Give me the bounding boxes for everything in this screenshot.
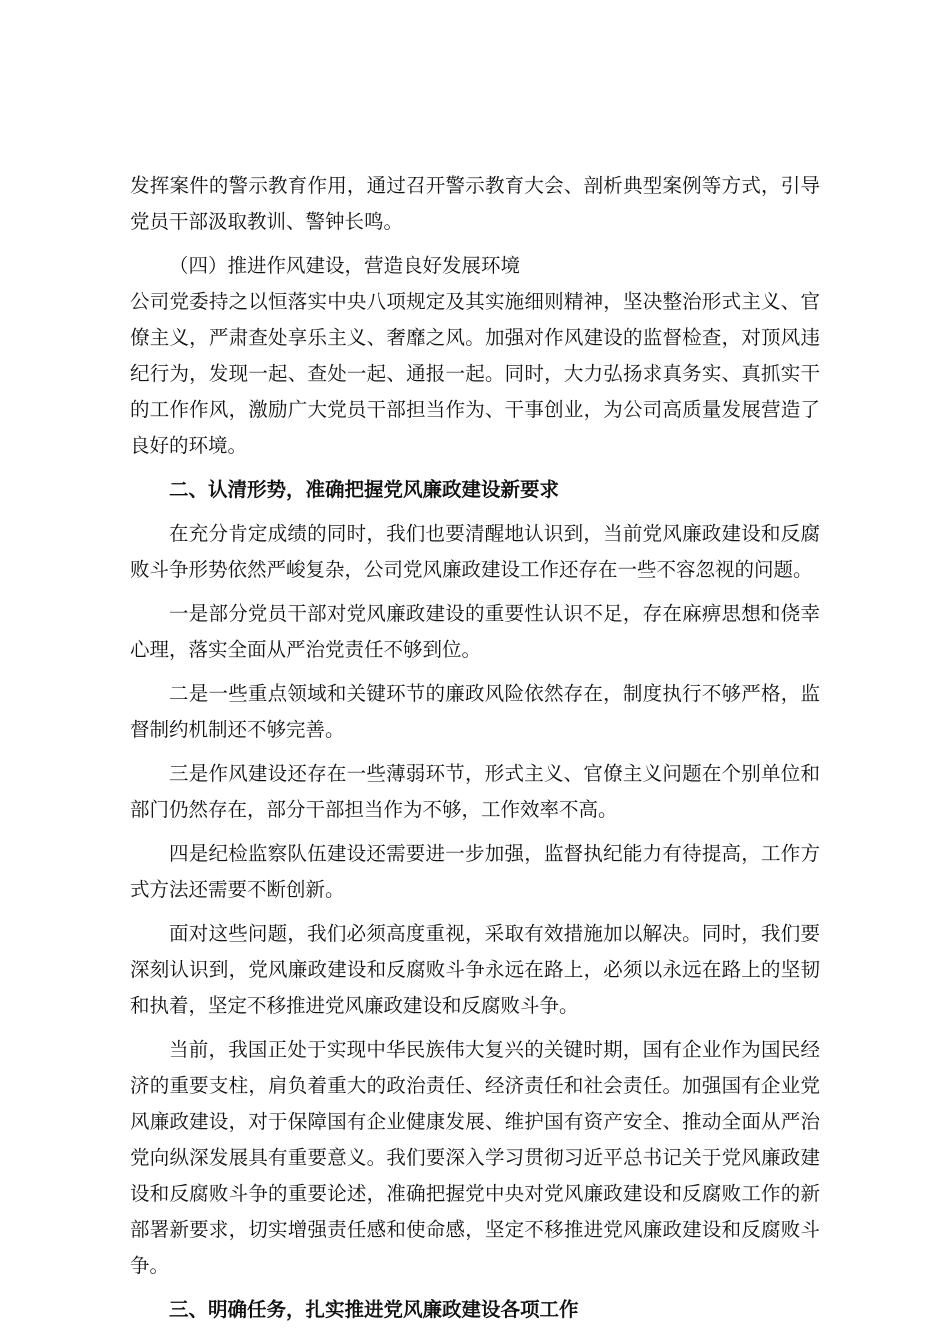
paragraph-problem-1: 一是部分党员干部对党风廉政建设的重要性认识不足，存在麻痹思想和侥幸心理，落实全面从严治党责任不够到位。	[130, 602, 820, 661]
paragraph-problem-4: 四是纪检监察队伍建设还需要进一步加强，监督执纪能力有待提高，工作方式方法还需要不断创新。	[130, 842, 820, 901]
paragraph-current-period: 当前，我国正处于实现中华民族伟大复兴的关键时期，国有企业作为国民经济的重要支柱，肩负着重大的政治责任、经济责任和社会责任。加强国有企业党风廉政建设，对于保障国有企业健康发展、维护国有资产安全、推动全面从严治党向纵深发展具有重要意义。我们要深入学习贯彻习近平总书记关于党风廉政建设和反腐败斗争的重要论述，准确把握党中央对党风廉政建设和反腐败工作的新部署新要求，切实增强责任感和使命感，坚定不移推进党风廉政建设和反腐败斗争。	[130, 1038, 820, 1277]
paragraph-situation: 在充分肯定成绩的同时，我们也要清醒地认识到，当前党风廉政建设和反腐败斗争形势依然严峻复杂，公司党风廉政建设工作还存在一些不容忽视的问题。	[130, 522, 820, 581]
paragraph-problem-3: 三是作风建设还存在一些薄弱环节，形式主义、官僚主义问题在个别单位和部门仍然存在，部分干部担当作为不够，工作效率不高。	[130, 762, 820, 821]
paragraph-problem-2: 二是一些重点领域和关键环节的廉政风险依然存在，制度执行不够严格，监督制约机制还不够完善。	[130, 682, 820, 741]
subheading-style-building: （四）推进作风建设，营造良好发展环境	[169, 254, 521, 277]
paragraph-response: 面对这些问题，我们必须高度重视，采取有效措施加以解决。同时，我们要深刻认识到，党风廉政建设和反腐败斗争永远在路上，必须以永远在路上的坚韧和执着，坚定不移推进党风廉政建设和反腐败斗争。	[130, 922, 820, 1017]
paragraph-warning-education: 发挥案件的警示教育作用，通过召开警示教育大会、剖析典型案例等方式，引导党员干部汲取教训、警钟长鸣。	[130, 174, 820, 233]
section-heading-2: 二、认清形势，准确把握党风廉政建设新要求	[169, 478, 560, 501]
section-heading-3: 三、明确任务，扎实推进党风廉政建设各项工作	[169, 1298, 579, 1321]
document-page	[130, 168, 820, 1336]
paragraph-eight-regulations: 公司党委持之以恒落实中央八项规定及其实施细则精神，坚决整治形式主义、官僚主义，严肃查处享乐主义、奢靡之风。加强对作风建设的监督检查，对顶风违纪行为，发现一起、查处一起、通报一起。同时，大力弘扬求真务实、真抓实干的工作作风，激励广大党员干部担当作为、干事创业，为公司高质量发展营造了良好的环境。	[130, 290, 820, 457]
